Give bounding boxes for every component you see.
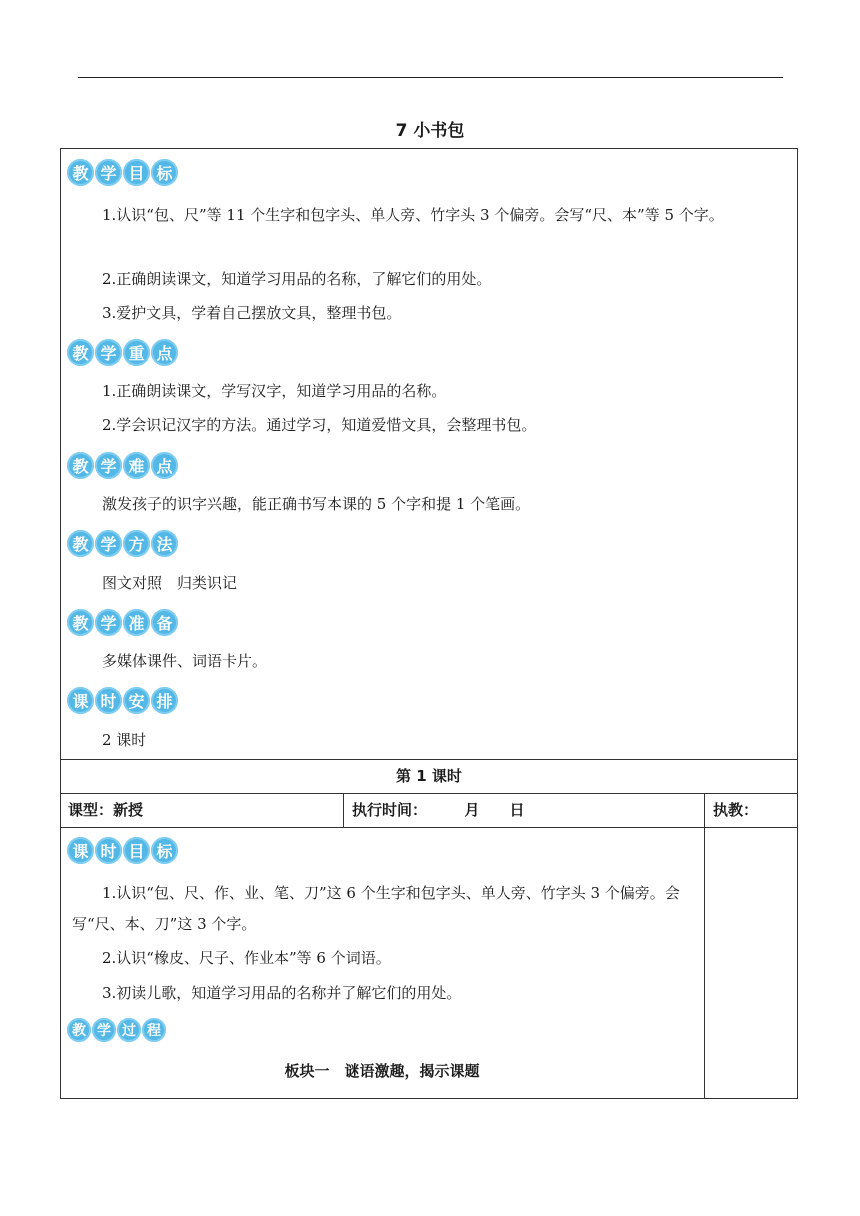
badge-char: 教 [67, 159, 94, 186]
badge-prep [67, 609, 178, 636]
badge-char: 教 [67, 609, 94, 636]
lesson-goal-3: 3.初读儿歌，知道学习用品的名称并了解它们的用处。 [102, 984, 462, 1002]
badge-char: 准 [123, 609, 150, 636]
badge-char: 学 [92, 1018, 116, 1042]
badge-char: 时 [95, 837, 122, 864]
badge-char: 教 [67, 339, 94, 366]
badge-char: 时 [95, 687, 122, 714]
badge-char: 点 [151, 339, 178, 366]
badge-char: 教 [67, 530, 94, 557]
key-point-1: 1.正确朗读课文，学写汉字，知道学习用品的名称。 [102, 382, 447, 400]
execution-time: 执行时间： 月 日 [352, 801, 525, 819]
section-title: 板块一 谜语激趣，揭示课题 [284, 1062, 480, 1080]
badge-char: 过 [117, 1018, 141, 1042]
schedule-text: 2 课时 [102, 731, 147, 749]
goal-1: 1.认识“包、尺”等 11 个生字和包字头、单人旁、竹字头 3 个偏旁。会写“尺、本”等 5 个字。 [102, 206, 724, 224]
badge-char: 难 [123, 452, 150, 479]
badge-difficult-points [67, 452, 178, 479]
badge-char: 重 [123, 339, 150, 366]
badge-lesson-goals [67, 837, 178, 864]
badge-char: 目 [123, 837, 150, 864]
badge-char: 程 [142, 1018, 166, 1042]
badge-process [67, 1018, 166, 1042]
badge-char: 学 [95, 530, 122, 557]
badge-char: 课 [67, 837, 94, 864]
page-title: 7 小书包 [395, 121, 465, 141]
badge-method [67, 530, 178, 557]
badge-char: 学 [95, 159, 122, 186]
badge-teaching-goals [67, 159, 178, 186]
badge-char: 标 [151, 159, 178, 186]
badge-char: 排 [151, 687, 178, 714]
key-point-2: 2.学会识记汉字的方法。通过学习，知道爱惜文具，会整理书包。 [102, 416, 537, 434]
lesson-goal-1: 1.认识“包、尺、作、业、笔、刀”这 6 个生字和包字头、单人旁、竹字头 3 个偏旁。会写“尺、本、刀”这 3 个字。 [72, 884, 680, 933]
header-rule [78, 77, 783, 78]
badge-char: 备 [151, 609, 178, 636]
goal-3: 3.爱护文具，学着自己摆放文具，整理书包。 [102, 304, 402, 322]
badge-char: 安 [123, 687, 150, 714]
badge-schedule [67, 687, 178, 714]
badge-char: 学 [95, 339, 122, 366]
lesson-header: 第 1 课时 [396, 767, 462, 785]
lesson-goal-2: 2.认识“橡皮、尺子、作业本”等 6 个词语。 [102, 949, 391, 967]
goal-2: 2.正确朗读课文，知道学习用品的名称，了解它们的用处。 [102, 270, 492, 288]
badge-char: 法 [151, 530, 178, 557]
badge-char: 方 [123, 530, 150, 557]
badge-char: 课 [67, 687, 94, 714]
badge-char: 教 [67, 452, 94, 479]
method-text: 图文对照 归类识记 [102, 574, 238, 592]
badge-char: 教 [67, 1018, 91, 1042]
badge-char: 标 [151, 837, 178, 864]
badge-char: 学 [95, 609, 122, 636]
badge-char: 目 [123, 159, 150, 186]
lesson-type: 课型：新授 [68, 801, 144, 819]
badge-char: 学 [95, 452, 122, 479]
badge-char: 点 [151, 452, 178, 479]
difficult-text: 激发孩子的识字兴趣，能正确书写本课的 5 个字和提 1 个笔画。 [102, 495, 531, 513]
prep-text: 多媒体课件、词语卡片。 [102, 652, 268, 670]
badge-key-points [67, 339, 178, 366]
teacher: 执教： [713, 801, 759, 819]
